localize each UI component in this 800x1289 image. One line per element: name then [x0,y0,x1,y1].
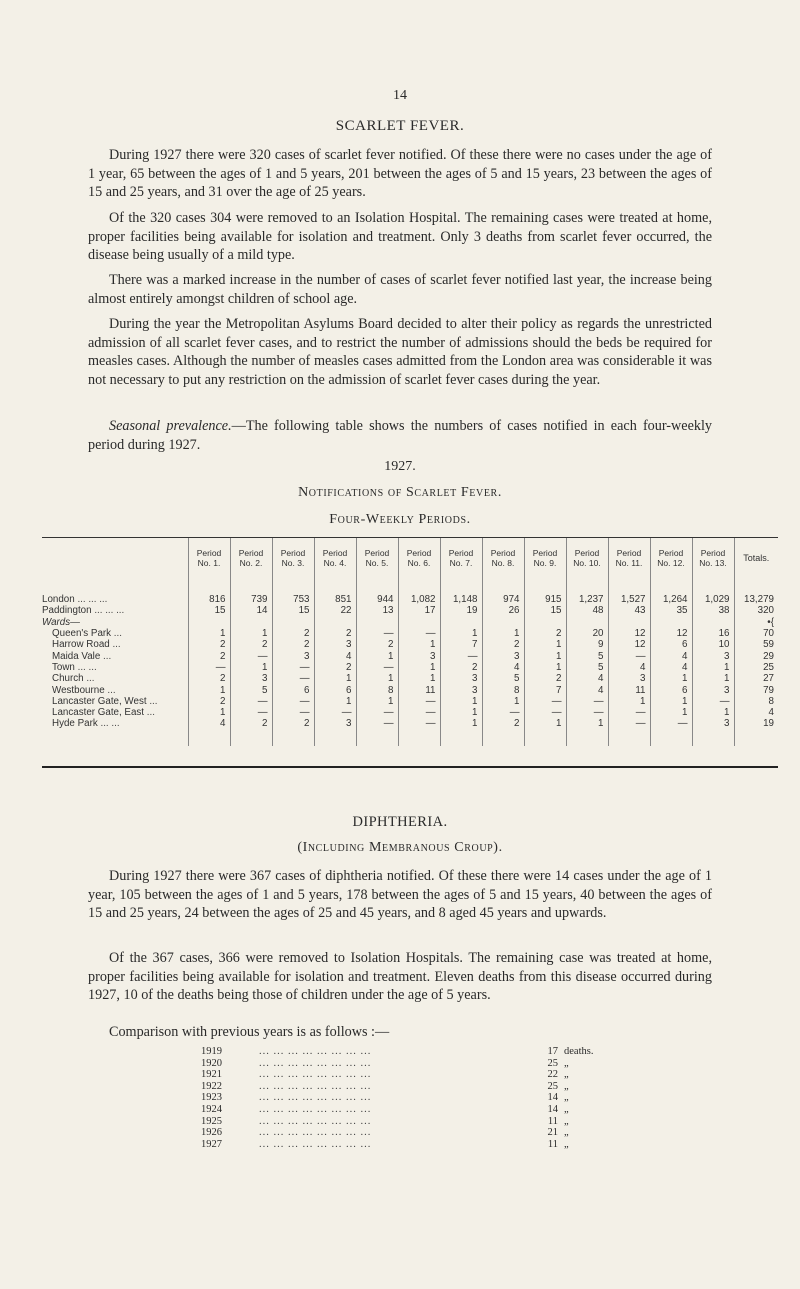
header-period-7: Period No. 7. [440,538,482,578]
comparison-unit: „ [564,1138,569,1150]
comparison-year: 1925 [201,1115,222,1127]
table-body [42,578,778,746]
cell-period-6: 11 [398,684,440,695]
cell-period-7: 1 [440,696,482,707]
cell-period-7: 19 [440,605,482,616]
cell-period-11 [608,617,650,628]
cell-period-13: 1 [692,662,734,673]
cell-period-11: 4 [608,662,650,673]
cell-period-10: 1 [566,718,608,729]
comparison-year: 1920 [201,1057,222,1069]
cell-period-6: 1 [398,673,440,684]
cell-period-12: 12 [650,628,692,639]
comparison-row [201,1116,621,1128]
cell-period-6: 17 [398,605,440,616]
scarlet-paragraph-2: Of the 320 cases 304 were removed to an Isolation Hospital. The remaining cases were treated at home, proper facilities being available for isolation and treatment. Only 3 deaths from scarlet fever occurred, the disease being usually of a mild type. [88,210,712,263]
table-spacer-row [42,578,778,594]
cell-period-6 [398,617,440,628]
cell-period-12 [650,617,692,628]
cell-total: 27 [734,673,778,684]
cell-period-11: 1 [608,696,650,707]
cell-total: 19 [734,718,778,729]
cell-period-3: 2 [272,628,314,639]
cell-period-13 [692,617,734,628]
comparison-year: 1923 [201,1092,222,1104]
row-label [42,673,188,684]
row-label [42,650,188,661]
cell-period-10: 5 [566,662,608,673]
comparison-unit: „ [564,1103,569,1115]
diphtheria-subheading: (Including Membranous Croup). [297,840,503,855]
cell-total: 13,279 [734,594,778,605]
cell-period-2 [230,617,272,628]
table-row [42,696,778,707]
row-label [42,617,188,628]
comparison-count: 14 [547,1103,558,1115]
page-number: 14 [393,88,407,103]
cell-period-1 [188,617,230,628]
row-label-text: Paddington [42,605,92,617]
cell-period-4: 6 [314,684,356,695]
cell-period-7: 1 [440,707,482,718]
table-row [42,718,778,729]
row-leader-dots: ... ... ... [94,605,125,617]
cell-period-3: — [272,707,314,718]
row-label-text: Queen's Park [52,628,112,640]
table-row [42,605,778,616]
cell-period-7: 2 [440,662,482,673]
cell-period-10: — [566,696,608,707]
row-label-text: Harrow Road [52,639,110,651]
table-row [42,707,778,718]
cell-period-11: — [608,650,650,661]
diphtheria-paragraph-2: Of the 367 cases, 366 were removed to Isolation Hospitals. The remaining case was treated at home, proper facilities being available for isolation and treatment. Eleven deaths from this disease occurred during 1927, 10 of the deaths being those of children under the age of 5 years. [88,950,712,1003]
cell-period-1: 1 [188,628,230,639]
cell-period-4: 3 [314,639,356,650]
cell-period-10: — [566,707,608,718]
cell-period-6: 3 [398,650,440,661]
comparison-year: 1927 [201,1138,222,1150]
row-label [42,662,188,673]
row-leader-dots: ... ... ... [77,594,108,606]
cell-period-2: 2 [230,639,272,650]
cell-period-1: 816 [188,594,230,605]
cell-period-9: 2 [524,628,566,639]
row-leader-dots: ... ... [77,661,97,673]
row-label [42,628,188,639]
header-period-6: Period No. 6. [398,538,440,578]
comparison-year: 1926 [201,1127,222,1139]
comparison-row [201,1081,621,1093]
cell-period-11: 12 [608,639,650,650]
comparison-count: 21 [547,1127,558,1139]
comparison-count: 25 [547,1057,558,1069]
comparison-list [201,1046,621,1150]
header-period-10: Period No. 10. [566,538,608,578]
row-label [42,696,188,707]
comparison-leader-dots: ... ... ... ... ... ... ... ... [259,1092,372,1104]
cell-period-2: — [230,707,272,718]
cell-period-7: 1,148 [440,594,482,605]
cell-period-13: 1,029 [692,594,734,605]
cell-period-8: 974 [482,594,524,605]
cell-period-13: 1 [692,673,734,684]
row-leader-dots: ... [86,673,95,685]
comparison-unit: „ [564,1069,569,1081]
comparison-count: 11 [547,1115,558,1127]
cell-period-9: 2 [524,673,566,684]
cell-period-9: — [524,707,566,718]
cell-period-5: 13 [356,605,398,616]
comparison-leader-dots: ... ... ... ... ... ... ... ... [259,1115,372,1127]
table-row [42,684,778,695]
cell-period-3: 2 [272,718,314,729]
cell-period-3 [272,617,314,628]
cell-period-11: 3 [608,673,650,684]
cell-period-10: 4 [566,673,608,684]
cell-period-10: 1,237 [566,594,608,605]
row-label-text: Wards— [42,616,80,628]
cell-period-11: 1,527 [608,594,650,605]
cell-period-4: 4 [314,650,356,661]
cell-period-12: 1,264 [650,594,692,605]
cell-period-8: 1 [482,696,524,707]
cell-period-2: — [230,650,272,661]
table-row [42,617,778,628]
seasonal-prevalence-text: —The following table shows the numbers of cases notified in each four-weekly period during 1927. [88,418,712,453]
row-label [42,684,188,695]
cell-period-2: 1 [230,662,272,673]
diphtheria-heading: DIPHTHERIA. [352,814,448,830]
cell-period-10: 4 [566,684,608,695]
comparison-unit: „ [564,1092,569,1104]
cell-period-8: 26 [482,605,524,616]
comparison-leader-dots: ... ... ... ... ... ... ... ... [259,1046,372,1057]
cell-period-1: 4 [188,718,230,729]
comparison-unit: „ [564,1057,569,1069]
cell-period-12: 1 [650,707,692,718]
diphtheria-paragraph-3: Comparison with previous years is as follows :— [109,1024,390,1040]
cell-period-4: 22 [314,605,356,616]
cell-period-5: — [356,628,398,639]
comparison-year: 1919 [201,1046,222,1057]
cell-period-9: — [524,696,566,707]
row-label [42,718,188,729]
cell-period-6: 1 [398,639,440,650]
cell-total: 25 [734,662,778,673]
comparison-unit: „ [564,1080,569,1092]
comparison-count: 22 [547,1069,558,1081]
comparison-year: 1922 [201,1080,222,1092]
comparison-leader-dots: ... ... ... ... ... ... ... ... [259,1103,372,1115]
cell-period-7: 1 [440,718,482,729]
comparison-leader-dots: ... ... ... ... ... ... ... ... [259,1069,372,1081]
cell-period-13: 3 [692,650,734,661]
cell-period-13: 3 [692,684,734,695]
table-spacer-row [42,730,778,746]
cell-period-7: 3 [440,684,482,695]
cell-period-2: 739 [230,594,272,605]
row-label-text: Hyde Park [52,718,98,730]
header-period-12: Period No. 12. [650,538,692,578]
header-period-2: Period No. 2. [230,538,272,578]
row-leader-dots: ... [112,639,121,651]
comparison-unit: „ [564,1115,569,1127]
cell-period-5: 8 [356,684,398,695]
cell-period-12: 1 [650,696,692,707]
cell-period-7: — [440,650,482,661]
cell-period-8: 5 [482,673,524,684]
cell-period-10 [566,617,608,628]
cell-period-13: 16 [692,628,734,639]
scarlet-paragraph-4: During the year the Metropolitan Asylums Board decided to alter their policy as regards the unrestricted admission of all scarlet fever cases, and to restrict the number of admissions should the beds be required for measles cases. Although the number of measles cases admitted from the London area was considerable it was not necessary to put any restriction on the admission of scarlet fever cases during the year. [88,316,712,388]
cell-period-9: 1 [524,718,566,729]
cell-period-5: — [356,662,398,673]
cell-period-9: 1 [524,650,566,661]
cell-period-4: 851 [314,594,356,605]
cell-period-2: 1 [230,628,272,639]
row-label-text: Lancaster Gate, East [52,707,145,719]
table-row [42,628,778,639]
cell-period-13: 1 [692,707,734,718]
row-label-text: London [42,594,75,606]
comparison-year: 1921 [201,1069,222,1081]
cell-period-4: 1 [314,673,356,684]
seasonal-prevalence-label: Seasonal prevalence. [109,418,232,434]
comparison-row [201,1139,621,1151]
cell-period-2: 2 [230,718,272,729]
header-period-11: Period No. 11. [608,538,650,578]
cell-period-6: 1,082 [398,594,440,605]
header-period-5: Period No. 5. [356,538,398,578]
cell-period-3: 15 [272,605,314,616]
cell-period-8: 8 [482,684,524,695]
cell-period-4: 1 [314,696,356,707]
cell-period-2: 14 [230,605,272,616]
cell-period-8: — [482,707,524,718]
table-title: Notifications of Scarlet Fever. [298,485,502,500]
comparison-row [201,1058,621,1070]
cell-period-3: — [272,673,314,684]
cell-period-8 [482,617,524,628]
cell-period-9 [524,617,566,628]
comparison-count: 25 [547,1080,558,1092]
row-label [42,594,188,605]
cell-period-8: 2 [482,718,524,729]
comparison-leader-dots: ... ... ... ... ... ... ... ... [259,1138,372,1150]
cell-period-3: 2 [272,639,314,650]
cell-period-1: 1 [188,707,230,718]
cell-period-1: — [188,662,230,673]
comparison-leader-dots: ... ... ... ... ... ... ... ... [259,1080,372,1092]
cell-total: 70 [734,628,778,639]
cell-period-2: 3 [230,673,272,684]
cell-period-6: — [398,707,440,718]
comparison-leader-dots: ... ... ... ... ... ... ... ... [259,1127,372,1139]
cell-period-8: 4 [482,662,524,673]
cell-total: 29 [734,650,778,661]
cell-period-13: 38 [692,605,734,616]
cell-period-8: 2 [482,639,524,650]
cell-period-4: 2 [314,662,356,673]
cell-period-4: 2 [314,628,356,639]
scarlet-paragraph-5 [88,417,712,454]
cell-total: 320 [734,605,778,616]
cell-period-5: 1 [356,696,398,707]
comparison-row [201,1092,621,1104]
header-period-3: Period No. 3. [272,538,314,578]
cell-period-12: 6 [650,639,692,650]
cell-period-11: 11 [608,684,650,695]
cell-total: 4 [734,707,778,718]
comparison-row [201,1069,621,1081]
cell-period-12: 6 [650,684,692,695]
cell-period-5: 1 [356,673,398,684]
cell-period-4: 3 [314,718,356,729]
cell-period-12: 1 [650,673,692,684]
row-leader-dots: ... [107,684,116,696]
cell-total: 79 [734,684,778,695]
cell-period-9: 1 [524,662,566,673]
cell-period-3: 3 [272,650,314,661]
row-label-text: Lancaster Gate, West [52,695,147,707]
cell-period-10: 20 [566,628,608,639]
comparison-leader-dots: ... ... ... ... ... ... ... ... [259,1057,372,1069]
header-period-9: Period No. 9. [524,538,566,578]
cell-period-12: 35 [650,605,692,616]
cell-period-3: — [272,696,314,707]
cell-period-3: 6 [272,684,314,695]
cell-period-11: 12 [608,628,650,639]
cell-period-7 [440,617,482,628]
row-label [42,639,188,650]
header-period-13: Period No. 13. [692,538,734,578]
cell-period-10: 5 [566,650,608,661]
cell-period-6: — [398,696,440,707]
diphtheria-paragraph-1: During 1927 there were 367 cases of diphtheria notified. Of these there were 14 cases under the age of 1 year, 105 between the ages of 1 and 5 years, 178 between the ages of 5 and 15 years, 40 between the ages of 15 and 25 years, 24 between the ages of 25 and 45 years, and 8 aged 45 years and upwards. [88,868,712,921]
header-period-1: Period No. 1. [188,538,230,578]
scarlet-paragraph-1: During 1927 there were 320 cases of scarlet fever notified. Of these there were no cases under the age of 1 year, 65 between the ages of 1 and 5 years, 201 between the ages of 5 and 15 years, 23 between the ages of 15 and 25 years, and 31 over the age of 25 years. [88,147,712,200]
cell-period-4: — [314,707,356,718]
cell-period-5: 1 [356,650,398,661]
cell-period-8: 3 [482,650,524,661]
table-row [42,594,778,605]
row-label [42,707,188,718]
cell-period-7: 7 [440,639,482,650]
header-totals: Totals. [734,538,778,578]
row-label-text: Maida Vale [52,650,101,662]
comparison-unit: „ [564,1127,569,1139]
cell-period-9: 7 [524,684,566,695]
cell-period-3: — [272,662,314,673]
header-period-8: Period No. 8. [482,538,524,578]
table-subtitle: Four-Weekly Periods. [329,512,471,527]
cell-period-1: 2 [188,696,230,707]
row-leader-dots: ... ... [100,718,120,730]
row-label-text: Town [52,661,75,673]
cell-period-12: — [650,718,692,729]
cell-total: 59 [734,639,778,650]
cell-period-1: 2 [188,650,230,661]
comparison-unit: deaths. [564,1046,594,1057]
cell-period-5: — [356,707,398,718]
cell-period-12: 4 [650,650,692,661]
cell-period-1: 15 [188,605,230,616]
cell-period-7: 1 [440,628,482,639]
cell-period-11: 43 [608,605,650,616]
cell-period-10: 48 [566,605,608,616]
comparison-count: 17 [547,1046,558,1057]
row-leader-dots: ... [113,628,122,640]
cell-period-11: — [608,718,650,729]
scarlet-paragraph-3: There was a marked increase in the number of cases of scarlet fever notified last year, the increase being almost entirely amongst children of school age. [88,272,712,307]
cell-total: •{ [734,617,778,628]
table-header-row [42,538,778,578]
comparison-row [201,1104,621,1116]
comparison-year: 1924 [201,1103,222,1115]
row-label [42,605,188,616]
cell-period-2: — [230,696,272,707]
cell-period-1: 2 [188,639,230,650]
cell-period-8: 1 [482,628,524,639]
comparison-count: 11 [547,1138,558,1150]
row-leader-dots: ... [149,695,158,707]
cell-total: 8 [734,696,778,707]
header-blank [42,538,188,578]
cell-period-13: 3 [692,718,734,729]
comparison-row [201,1046,621,1058]
cell-period-11: — [608,707,650,718]
cell-period-6: — [398,718,440,729]
cell-period-13: 10 [692,639,734,650]
row-label-text: Westbourne [52,684,105,696]
cell-period-5: — [356,718,398,729]
row-label-text: Church [52,673,84,685]
comparison-row [201,1127,621,1139]
table-year: 1927. [384,459,416,474]
cell-period-5 [356,617,398,628]
scarlet-fever-heading: SCARLET FEVER. [335,118,465,134]
cell-period-9: 15 [524,605,566,616]
cell-period-9: 915 [524,594,566,605]
cell-period-13: — [692,696,734,707]
cell-period-4 [314,617,356,628]
comparison-count: 14 [547,1092,558,1104]
cell-period-2: 5 [230,684,272,695]
row-leader-dots: ... [103,650,112,662]
row-leader-dots: ... [146,707,155,719]
cell-period-12: 4 [650,662,692,673]
table-bottom-rule [42,766,778,768]
cell-period-6: — [398,628,440,639]
table-row [42,673,778,684]
cell-period-6: 1 [398,662,440,673]
header-period-4: Period No. 4. [314,538,356,578]
cell-period-1: 1 [188,684,230,695]
cell-period-1: 2 [188,673,230,684]
cell-period-9: 1 [524,639,566,650]
table-row [42,650,778,661]
cell-period-5: 2 [356,639,398,650]
table-row [42,639,778,650]
cell-period-5: 944 [356,594,398,605]
cell-period-10: 9 [566,639,608,650]
notifications-table [42,538,778,746]
table-row [42,662,778,673]
cell-period-7: 3 [440,673,482,684]
cell-period-3: 753 [272,594,314,605]
